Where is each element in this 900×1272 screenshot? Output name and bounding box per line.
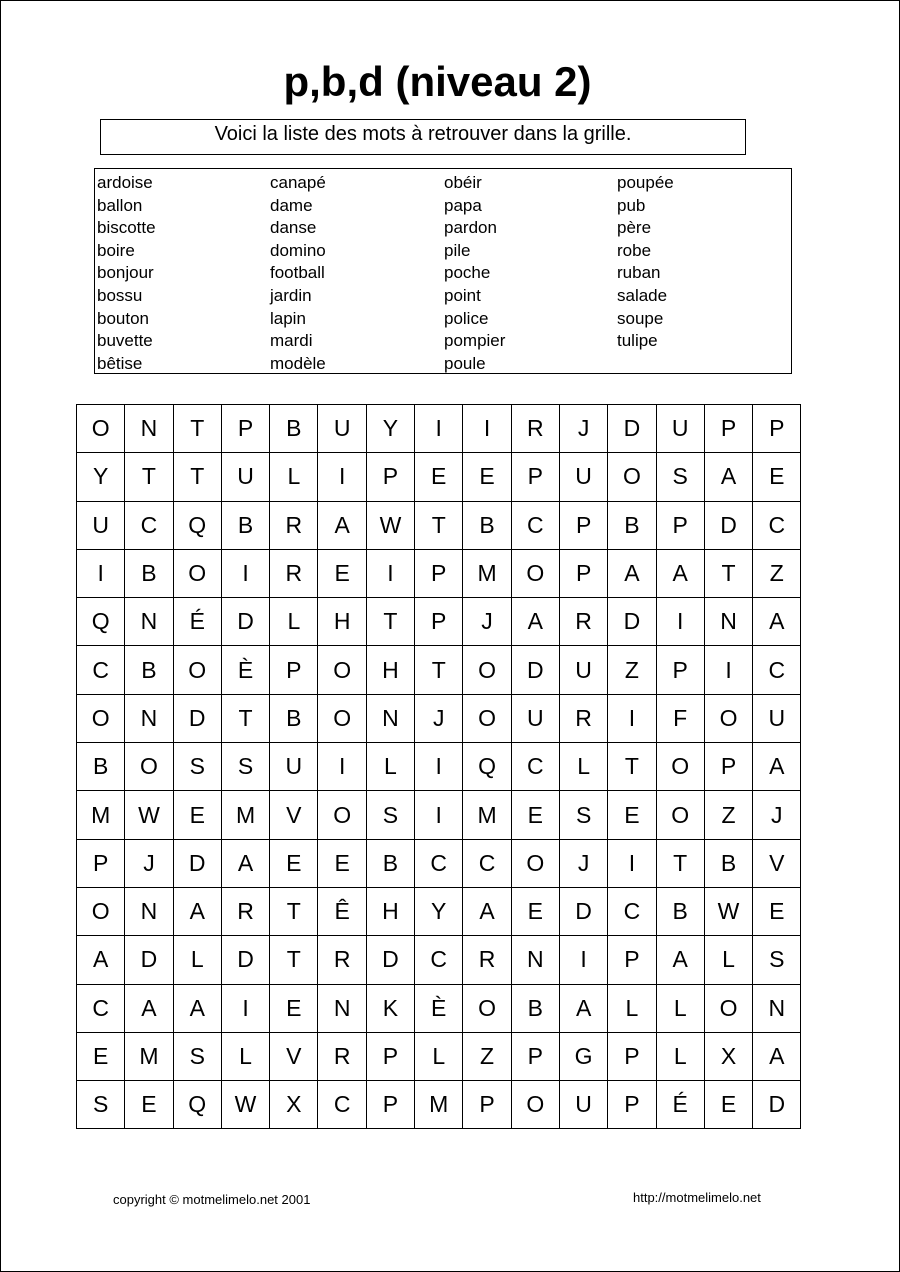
grid-row bbox=[77, 936, 801, 984]
grid-cell[interactable]: P bbox=[366, 453, 414, 501]
grid-cell[interactable]: W bbox=[221, 1081, 269, 1129]
grid-row bbox=[77, 598, 801, 646]
grid-cell[interactable]: O bbox=[463, 984, 511, 1032]
grid-cell[interactable]: C bbox=[415, 936, 463, 984]
grid-cell[interactable]: L bbox=[366, 743, 414, 791]
grid-cell[interactable]: D bbox=[173, 839, 221, 887]
word-list-item: poche bbox=[444, 263, 491, 283]
grid-cell[interactable]: I bbox=[656, 598, 704, 646]
grid-cell[interactable]: É bbox=[656, 1081, 704, 1129]
grid-cell[interactable]: O bbox=[318, 646, 366, 694]
word-list-item: boire bbox=[97, 240, 135, 260]
grid-cell[interactable]: O bbox=[77, 405, 125, 453]
grid-cell[interactable]: O bbox=[318, 791, 366, 839]
grid-cell[interactable]: B bbox=[270, 694, 318, 742]
grid-cell[interactable]: S bbox=[753, 936, 801, 984]
grid-cell[interactable]: E bbox=[463, 453, 511, 501]
word-list-item: tulipe bbox=[617, 331, 658, 351]
grid-cell[interactable]: I bbox=[318, 453, 366, 501]
word-list-item: danse bbox=[270, 218, 317, 238]
word-list-item: lapin bbox=[270, 308, 306, 328]
grid-cell[interactable]: E bbox=[511, 887, 559, 935]
grid-cell[interactable]: O bbox=[125, 743, 173, 791]
word-list-item: papa bbox=[444, 195, 482, 215]
grid-cell[interactable]: U bbox=[318, 405, 366, 453]
grid-cell[interactable]: N bbox=[511, 936, 559, 984]
grid-cell[interactable]: D bbox=[125, 936, 173, 984]
grid-cell[interactable]: P bbox=[656, 646, 704, 694]
grid-cell[interactable]: I bbox=[608, 694, 656, 742]
grid-cell[interactable]: C bbox=[511, 501, 559, 549]
grid-cell[interactable]: E bbox=[173, 791, 221, 839]
grid-cell[interactable]: N bbox=[125, 598, 173, 646]
grid-cell[interactable]: W bbox=[366, 501, 414, 549]
word-list-item: obéir bbox=[444, 173, 482, 192]
grid-cell[interactable]: U bbox=[559, 453, 607, 501]
grid-cell[interactable]: M bbox=[463, 791, 511, 839]
grid-cell[interactable]: P bbox=[656, 501, 704, 549]
grid-cell[interactable]: O bbox=[173, 549, 221, 597]
grid-cell[interactable]: R bbox=[318, 936, 366, 984]
grid-cell[interactable]: O bbox=[77, 694, 125, 742]
grid-cell[interactable]: N bbox=[125, 694, 173, 742]
grid-cell[interactable]: T bbox=[173, 453, 221, 501]
grid-cell[interactable]: O bbox=[77, 887, 125, 935]
grid-cell[interactable]: L bbox=[415, 1032, 463, 1080]
grid-cell[interactable]: D bbox=[608, 405, 656, 453]
grid-cell[interactable]: M bbox=[125, 1032, 173, 1080]
grid-cell[interactable]: I bbox=[221, 549, 269, 597]
grid-cell[interactable]: A bbox=[753, 1032, 801, 1080]
grid-cell[interactable]: N bbox=[753, 984, 801, 1032]
grid-cell[interactable]: È bbox=[221, 646, 269, 694]
grid-cell[interactable]: Ê bbox=[318, 887, 366, 935]
grid-row bbox=[77, 887, 801, 935]
grid-cell[interactable]: P bbox=[270, 646, 318, 694]
grid-cell[interactable]: D bbox=[511, 646, 559, 694]
grid-cell[interactable]: R bbox=[221, 887, 269, 935]
grid-cell[interactable]: W bbox=[125, 791, 173, 839]
grid-cell[interactable]: E bbox=[608, 791, 656, 839]
grid-cell[interactable]: B bbox=[511, 984, 559, 1032]
grid-cell[interactable]: A bbox=[221, 839, 269, 887]
grid-cell[interactable]: J bbox=[463, 598, 511, 646]
word-list-box bbox=[94, 168, 792, 374]
grid-cell[interactable]: I bbox=[77, 549, 125, 597]
grid-cell[interactable]: Z bbox=[608, 646, 656, 694]
word-list-item: poule bbox=[444, 353, 486, 373]
grid-cell[interactable]: C bbox=[125, 501, 173, 549]
grid-cell[interactable]: E bbox=[511, 791, 559, 839]
word-list-item: bossu bbox=[97, 285, 143, 305]
grid-cell[interactable]: O bbox=[656, 791, 704, 839]
grid-cell[interactable]: D bbox=[753, 1081, 801, 1129]
grid-cell[interactable]: T bbox=[366, 598, 414, 646]
grid-cell[interactable]: P bbox=[415, 598, 463, 646]
grid-cell[interactable]: B bbox=[125, 646, 173, 694]
grid-cell[interactable]: E bbox=[415, 453, 463, 501]
grid-cell[interactable]: B bbox=[463, 501, 511, 549]
word-column bbox=[617, 172, 674, 353]
grid-cell[interactable]: I bbox=[704, 646, 752, 694]
word-list-item: jardin bbox=[270, 285, 312, 305]
grid-cell[interactable]: P bbox=[366, 1032, 414, 1080]
word-list-item: modèle bbox=[270, 353, 326, 373]
page-title: p,b,d (niveau 2) bbox=[283, 58, 592, 105]
grid-cell[interactable]: Q bbox=[173, 501, 221, 549]
grid-cell[interactable]: P bbox=[608, 1081, 656, 1129]
grid-cell[interactable]: N bbox=[125, 405, 173, 453]
grid-cell[interactable]: H bbox=[366, 887, 414, 935]
grid-row bbox=[77, 694, 801, 742]
grid-row bbox=[77, 453, 801, 501]
grid-cell[interactable]: Q bbox=[173, 1081, 221, 1129]
grid-cell[interactable]: D bbox=[173, 694, 221, 742]
grid-row bbox=[77, 501, 801, 549]
grid-cell[interactable]: C bbox=[753, 501, 801, 549]
grid-cell[interactable]: U bbox=[559, 1081, 607, 1129]
grid-cell[interactable]: U bbox=[270, 743, 318, 791]
grid-cell[interactable]: P bbox=[221, 405, 269, 453]
grid-cell[interactable]: B bbox=[656, 887, 704, 935]
grid-cell[interactable]: P bbox=[608, 936, 656, 984]
word-list-item: bouton bbox=[97, 308, 149, 328]
grid-cell[interactable]: E bbox=[125, 1081, 173, 1129]
word-list-item: biscotte bbox=[97, 218, 156, 238]
grid-cell[interactable]: A bbox=[77, 936, 125, 984]
grid-cell[interactable]: P bbox=[559, 501, 607, 549]
grid-cell[interactable]: U bbox=[221, 453, 269, 501]
word-column bbox=[97, 172, 156, 375]
grid-cell[interactable]: U bbox=[753, 694, 801, 742]
grid-cell[interactable]: L bbox=[221, 1032, 269, 1080]
grid-cell[interactable]: R bbox=[559, 598, 607, 646]
grid-cell[interactable]: J bbox=[125, 839, 173, 887]
grid-cell[interactable]: T bbox=[608, 743, 656, 791]
grid-row bbox=[77, 839, 801, 887]
grid-cell[interactable]: A bbox=[608, 549, 656, 597]
grid-cell[interactable]: S bbox=[173, 743, 221, 791]
grid-cell[interactable]: S bbox=[366, 791, 414, 839]
grid-row bbox=[77, 646, 801, 694]
grid-cell[interactable]: C bbox=[318, 1081, 366, 1129]
grid-cell[interactable]: I bbox=[415, 743, 463, 791]
word-list-item: robe bbox=[617, 240, 652, 260]
word-list-item: point bbox=[444, 285, 481, 305]
word-list-item: salade bbox=[617, 285, 668, 305]
grid-cell[interactable]: T bbox=[173, 405, 221, 453]
grid-cell[interactable]: I bbox=[415, 405, 463, 453]
grid-row bbox=[77, 984, 801, 1032]
word-list-item: ruban bbox=[617, 263, 661, 283]
grid-cell[interactable]: R bbox=[463, 936, 511, 984]
grid-row bbox=[77, 743, 801, 791]
word-list-item: pile bbox=[444, 240, 471, 260]
grid-cell[interactable]: D bbox=[221, 598, 269, 646]
grid-cell[interactable]: Z bbox=[753, 549, 801, 597]
word-list-item: ballon bbox=[97, 195, 143, 215]
grid-cell[interactable]: O bbox=[511, 1081, 559, 1129]
word-list-item: buvette bbox=[97, 331, 153, 351]
word-list-item: mardi bbox=[270, 331, 313, 351]
grid-cell[interactable]: A bbox=[559, 984, 607, 1032]
grid-cell[interactable]: T bbox=[656, 839, 704, 887]
grid-cell[interactable]: P bbox=[704, 743, 752, 791]
letter-grid bbox=[76, 404, 801, 1129]
grid-cell[interactable]: S bbox=[173, 1032, 221, 1080]
grid-cell[interactable]: I bbox=[463, 405, 511, 453]
grid-cell[interactable]: B bbox=[125, 549, 173, 597]
grid-cell[interactable]: A bbox=[173, 887, 221, 935]
copyright-text: copyright © motmelimelo.net 2001 bbox=[113, 1192, 311, 1207]
word-list-item: canapé bbox=[270, 173, 326, 192]
grid-cell[interactable]: E bbox=[753, 887, 801, 935]
grid-cell[interactable]: E bbox=[270, 839, 318, 887]
word-list-item: pub bbox=[617, 195, 646, 215]
grid-cell[interactable]: J bbox=[559, 839, 607, 887]
grid-cell[interactable]: T bbox=[415, 501, 463, 549]
grid-cell[interactable]: O bbox=[463, 646, 511, 694]
grid-cell[interactable]: R bbox=[511, 405, 559, 453]
grid-cell[interactable]: P bbox=[559, 549, 607, 597]
grid-cell[interactable]: K bbox=[366, 984, 414, 1032]
grid-cell[interactable]: T bbox=[270, 936, 318, 984]
grid-cell[interactable]: A bbox=[318, 501, 366, 549]
grid-cell[interactable]: L bbox=[704, 936, 752, 984]
grid-cell[interactable]: U bbox=[559, 646, 607, 694]
grid-cell[interactable]: B bbox=[704, 839, 752, 887]
grid-cell[interactable]: D bbox=[704, 501, 752, 549]
grid-cell[interactable]: P bbox=[511, 453, 559, 501]
grid-cell[interactable]: V bbox=[270, 1032, 318, 1080]
grid-cell[interactable]: I bbox=[608, 839, 656, 887]
grid-cell[interactable]: M bbox=[415, 1081, 463, 1129]
grid-cell[interactable]: L bbox=[270, 453, 318, 501]
grid-cell[interactable]: Y bbox=[77, 453, 125, 501]
site-url-link[interactable]: http://motmelimelo.net bbox=[633, 1190, 761, 1205]
grid-cell[interactable]: U bbox=[511, 694, 559, 742]
grid-cell[interactable]: N bbox=[318, 984, 366, 1032]
grid-cell[interactable]: P bbox=[753, 405, 801, 453]
grid-cell[interactable]: O bbox=[511, 839, 559, 887]
grid-cell[interactable]: A bbox=[753, 598, 801, 646]
grid-cell[interactable]: C bbox=[77, 984, 125, 1032]
grid-row bbox=[77, 549, 801, 597]
word-list-item: ardoise bbox=[97, 173, 153, 192]
grid-cell[interactable]: E bbox=[318, 549, 366, 597]
grid-cell[interactable]: A bbox=[704, 453, 752, 501]
grid-cell[interactable]: O bbox=[704, 694, 752, 742]
grid-cell[interactable]: I bbox=[221, 984, 269, 1032]
grid-cell[interactable]: Z bbox=[704, 791, 752, 839]
grid-cell[interactable]: O bbox=[318, 694, 366, 742]
grid-cell[interactable]: V bbox=[270, 791, 318, 839]
grid-cell[interactable]: P bbox=[463, 1081, 511, 1129]
grid-cell[interactable]: M bbox=[463, 549, 511, 597]
grid-cell[interactable]: D bbox=[221, 936, 269, 984]
grid-cell[interactable]: C bbox=[415, 839, 463, 887]
grid-cell[interactable]: L bbox=[656, 984, 704, 1032]
grid-cell[interactable]: S bbox=[656, 453, 704, 501]
grid-cell[interactable]: I bbox=[559, 936, 607, 984]
grid-cell[interactable]: N bbox=[125, 887, 173, 935]
grid-cell[interactable]: B bbox=[608, 501, 656, 549]
grid-row bbox=[77, 1081, 801, 1129]
word-list-item: domino bbox=[270, 240, 326, 260]
word-list-item: police bbox=[444, 308, 489, 328]
grid-cell[interactable]: Z bbox=[463, 1032, 511, 1080]
grid-cell[interactable]: T bbox=[415, 646, 463, 694]
word-list-item: football bbox=[270, 263, 325, 283]
grid-cell[interactable]: O bbox=[656, 743, 704, 791]
grid-cell[interactable]: P bbox=[608, 1032, 656, 1080]
grid-cell[interactable]: X bbox=[270, 1081, 318, 1129]
word-list-item: bonjour bbox=[97, 263, 154, 283]
grid-cell[interactable]: N bbox=[704, 598, 752, 646]
grid-cell[interactable]: C bbox=[608, 887, 656, 935]
grid-cell[interactable]: E bbox=[704, 1081, 752, 1129]
grid-cell[interactable]: J bbox=[559, 405, 607, 453]
grid-cell[interactable]: F bbox=[656, 694, 704, 742]
word-column bbox=[444, 172, 505, 375]
grid-cell[interactable]: È bbox=[415, 984, 463, 1032]
grid-cell[interactable]: R bbox=[270, 549, 318, 597]
grid-cell[interactable]: D bbox=[608, 598, 656, 646]
grid-cell[interactable]: X bbox=[704, 1032, 752, 1080]
word-list-item: père bbox=[617, 218, 652, 238]
grid-cell[interactable]: R bbox=[559, 694, 607, 742]
grid-cell[interactable]: T bbox=[125, 453, 173, 501]
grid-cell[interactable]: T bbox=[704, 549, 752, 597]
grid-cell[interactable]: S bbox=[559, 791, 607, 839]
grid-cell[interactable]: D bbox=[559, 887, 607, 935]
grid-cell[interactable]: O bbox=[704, 984, 752, 1032]
word-list-item: pompier bbox=[444, 331, 506, 351]
grid-cell[interactable]: N bbox=[366, 694, 414, 742]
grid-cell[interactable]: Q bbox=[463, 743, 511, 791]
word-list-item: dame bbox=[270, 195, 313, 215]
grid-cell[interactable]: A bbox=[753, 743, 801, 791]
grid-cell[interactable]: L bbox=[656, 1032, 704, 1080]
grid-cell[interactable]: A bbox=[173, 984, 221, 1032]
grid-cell[interactable]: J bbox=[415, 694, 463, 742]
grid-cell[interactable]: S bbox=[77, 1081, 125, 1129]
grid-cell[interactable]: A bbox=[656, 549, 704, 597]
grid-cell[interactable]: L bbox=[559, 743, 607, 791]
grid-cell[interactable]: B bbox=[366, 839, 414, 887]
grid-cell[interactable]: P bbox=[366, 1081, 414, 1129]
grid-cell[interactable]: P bbox=[704, 405, 752, 453]
word-list-item: poupée bbox=[617, 173, 674, 192]
grid-cell[interactable]: V bbox=[753, 839, 801, 887]
grid-cell[interactable]: B bbox=[221, 501, 269, 549]
grid-cell[interactable]: I bbox=[318, 743, 366, 791]
grid-cell[interactable]: L bbox=[608, 984, 656, 1032]
grid-cell[interactable]: C bbox=[753, 646, 801, 694]
grid-cell[interactable]: A bbox=[656, 936, 704, 984]
grid-cell[interactable]: H bbox=[318, 598, 366, 646]
grid-cell[interactable]: R bbox=[318, 1032, 366, 1080]
grid-cell[interactable]: J bbox=[753, 791, 801, 839]
grid-cell[interactable]: P bbox=[77, 839, 125, 887]
grid-cell[interactable]: E bbox=[77, 1032, 125, 1080]
grid-cell[interactable]: O bbox=[511, 549, 559, 597]
grid-cell[interactable]: A bbox=[463, 887, 511, 935]
grid-cell[interactable]: A bbox=[511, 598, 559, 646]
grid-cell[interactable]: Q bbox=[77, 598, 125, 646]
grid-row bbox=[77, 791, 801, 839]
grid-cell[interactable]: W bbox=[704, 887, 752, 935]
grid-cell[interactable]: P bbox=[415, 549, 463, 597]
instructions-box: Voici la liste des mots à retrouver dans la grille. bbox=[100, 119, 746, 155]
grid-cell[interactable]: I bbox=[366, 549, 414, 597]
grid-cell[interactable]: E bbox=[270, 984, 318, 1032]
grid-cell[interactable]: H bbox=[366, 646, 414, 694]
grid-cell[interactable]: P bbox=[511, 1032, 559, 1080]
grid-cell[interactable]: M bbox=[77, 791, 125, 839]
grid-cell[interactable]: T bbox=[270, 887, 318, 935]
grid-cell[interactable]: O bbox=[463, 694, 511, 742]
grid-cell[interactable]: É bbox=[173, 598, 221, 646]
grid-cell[interactable]: B bbox=[270, 405, 318, 453]
grid-cell[interactable]: Y bbox=[415, 887, 463, 935]
grid-cell[interactable]: O bbox=[173, 646, 221, 694]
grid-cell[interactable]: G bbox=[559, 1032, 607, 1080]
grid-cell[interactable]: L bbox=[173, 936, 221, 984]
grid-cell[interactable]: E bbox=[753, 453, 801, 501]
word-list-item: soupe bbox=[617, 308, 664, 328]
grid-cell[interactable]: B bbox=[77, 743, 125, 791]
grid-cell[interactable]: M bbox=[221, 791, 269, 839]
grid-cell[interactable]: L bbox=[270, 598, 318, 646]
word-column bbox=[270, 172, 326, 375]
grid-cell[interactable]: E bbox=[318, 839, 366, 887]
grid-cell[interactable]: O bbox=[608, 453, 656, 501]
grid-cell[interactable]: S bbox=[221, 743, 269, 791]
grid-cell[interactable]: D bbox=[366, 936, 414, 984]
word-list-item: pardon bbox=[444, 218, 497, 238]
grid-cell[interactable]: I bbox=[415, 791, 463, 839]
grid-row bbox=[77, 405, 801, 453]
grid-cell[interactable]: U bbox=[656, 405, 704, 453]
grid-cell[interactable]: C bbox=[511, 743, 559, 791]
grid-cell[interactable]: C bbox=[77, 646, 125, 694]
grid-cell[interactable]: R bbox=[270, 501, 318, 549]
grid-cell[interactable]: U bbox=[77, 501, 125, 549]
grid-cell[interactable]: T bbox=[221, 694, 269, 742]
word-list-item: bêtise bbox=[97, 353, 143, 373]
grid-row bbox=[77, 1032, 801, 1080]
grid-cell[interactable]: Y bbox=[366, 405, 414, 453]
grid-cell[interactable]: C bbox=[463, 839, 511, 887]
grid-cell[interactable]: A bbox=[125, 984, 173, 1032]
